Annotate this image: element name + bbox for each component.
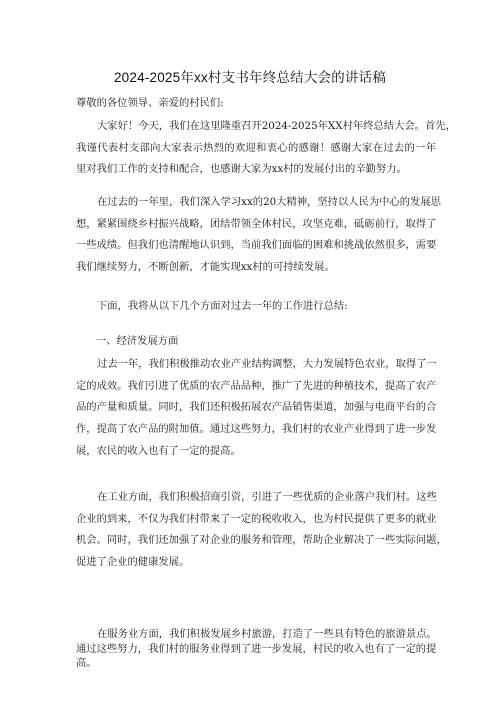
paragraph-line: 高。 (76, 657, 97, 669)
paragraph-industry (76, 487, 447, 574)
paragraph-line: 我谨代表村支部向大家表示热烈的欢迎和衷心的感谢！感谢大家在过去的一年 (76, 141, 436, 154)
paragraph-intro (76, 296, 436, 318)
paragraph-line: 过去一年，我们积极推动农业产业结构调整，大力发展特色农业，取得了一 (97, 358, 437, 370)
paragraph-line: 促进了企业的健康发展。 (76, 556, 190, 569)
salutation: 尊敬的各位领导、亲爱的村民们: (76, 97, 224, 109)
paragraph-line: 品的产量和质量。同时，我们还积极拓展农产品销售渠道，加强与电商平台的合 (76, 401, 437, 414)
paragraph-line: 作，提高了农产品的附加值。通过这些努力，我们村的农业产业得到了进一步发 (76, 423, 437, 436)
paragraph-agriculture (76, 354, 436, 463)
paragraph-greeting (76, 116, 456, 181)
paragraph-line: 机会。同时，我们还加强了对企业的服务和管理，帮助企业解决了一些实际问题， (76, 534, 447, 547)
paragraph-line: 企业的到来，不仅为我们村带来了一定的税收收入，也为村民提供了更多的就业 (76, 512, 437, 525)
paragraph-line: 定的成效。我们引进了优质的农产品品种，推广了先进的种植技术，提高了农产 (76, 379, 437, 392)
paragraph-line: 一些成绩。但我们也清醒地认识到，当前我们面临的困难和挑战依然很多，需要 (76, 239, 437, 252)
paragraph-line: 里对我们工作的支持和配合，也感谢大家为xx村的发展付出的辛勤努力。 (76, 163, 407, 176)
paragraph-services (76, 627, 436, 671)
paragraph-line: 我们继续努力，不断创新，才能实现xx村的可持续发展。 (76, 261, 335, 274)
paragraph-line: 展，农民的收入也有了一定的提高。 (76, 444, 241, 457)
paragraph-line: 想，紧紧围绕乡村振兴战略，团结带领全体村民，攻坚克难，砥砺前行，取得了 (76, 217, 437, 230)
section-heading: 一、经济发展方面 (96, 335, 179, 347)
document-title: 2024-2025年xx村支书年终总结大会的讲话稿 (113, 70, 387, 85)
paragraph-line: 大家好！今天，我们在这里隆重召开2024-2025年XX村年终总结大会。首先， (97, 120, 456, 132)
paragraph-line: 下面，我将从以下几个方面对过去一年的工作进行总结: (97, 300, 348, 312)
paragraph-line: 在过去的一年里，我们深入学习xx的20大精神，坚持以人民为中心的发展思 (97, 196, 441, 208)
paragraph-line: 在服务业方面，我们积极发展乡村旅游，打造了一些具有特色的旅游景点。 (97, 628, 437, 640)
paragraph-line: 在工业方面，我们积极招商引资，引进了一些优质的企业落户我们村。这些 (97, 491, 437, 503)
paragraph-review (76, 192, 441, 279)
paragraph-line: 通过这些努力，我们村的服务业得到了进一步发展，村民的收入也有了一定的提 (76, 642, 437, 655)
